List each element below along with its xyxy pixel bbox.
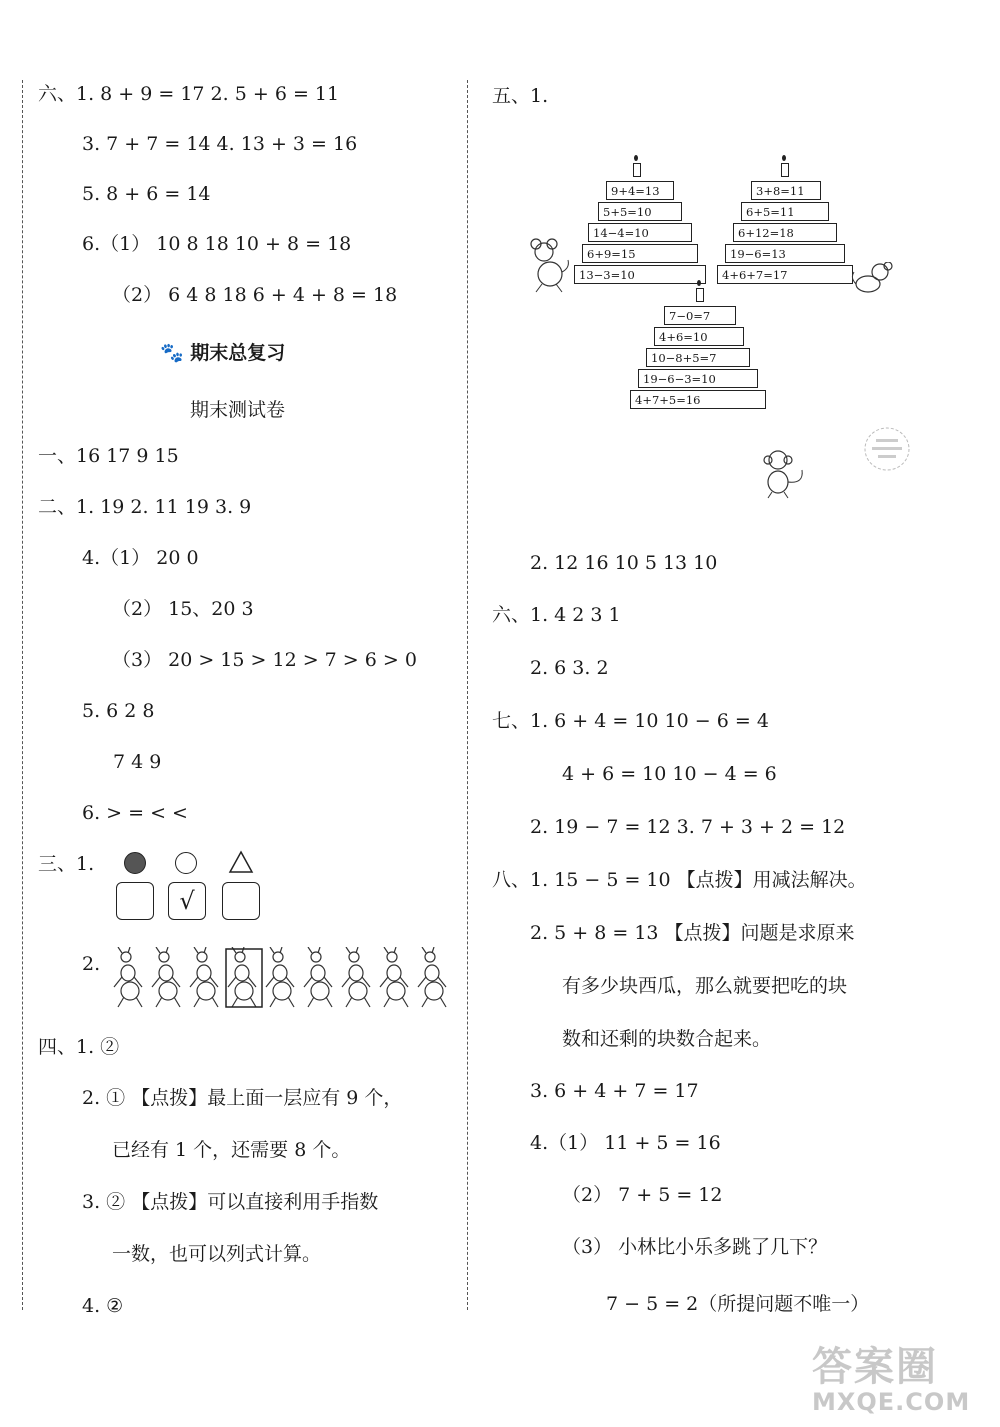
answer-line: 2. 5 + 8 = 13 【点拨】问题是求原来 xyxy=(530,922,855,944)
answer-line: 2. 6 3. 2 xyxy=(530,657,609,679)
stamp-seal-icon xyxy=(862,425,912,473)
subtitle: 期末测试卷 xyxy=(190,399,286,421)
answer-line: 二、1. 19 2. 11 19 3. 9 xyxy=(38,496,252,518)
pyramid-row: 6+12=18 xyxy=(733,223,837,242)
pyramid-row: 6+5=11 xyxy=(741,202,829,221)
answer-line: （2） 15、20 3 xyxy=(112,598,254,620)
answer-line: 一、16 17 9 15 xyxy=(38,445,179,467)
circle-shape xyxy=(175,852,197,874)
flame-icon xyxy=(634,155,638,161)
flame-icon xyxy=(782,155,786,161)
answer-line: （3） 20 > 15 > 12 > 7 > 6 > 0 xyxy=(112,649,417,671)
answer-box-empty xyxy=(222,882,260,920)
answer-line: （2） 6 4 8 18 6 + 4 + 8 = 18 xyxy=(112,284,398,306)
pyramid-row: 13−3=10 xyxy=(574,265,706,284)
answer-line: 3. ② 【点拨】可以直接利用手指数 xyxy=(82,1191,379,1213)
answer-line: 2. ① 【点拨】最上面一层应有 9 个， xyxy=(82,1087,403,1109)
pyramid-row: 19−6−3=10 xyxy=(638,369,758,388)
candle-icon xyxy=(781,163,789,177)
monkey-mascot-icon xyxy=(762,448,808,500)
pyramid-row: 5+5=10 xyxy=(598,202,682,221)
answer-line: 4.（1） 20 0 xyxy=(82,547,199,569)
answer-line: 五、1. xyxy=(492,85,549,107)
answer-line: 有多少块西瓜，那么就要把吃的块 xyxy=(562,975,848,997)
candle-icon xyxy=(696,288,704,302)
answer-line: 已经有 1 个，还需要 8 个。 xyxy=(112,1139,351,1161)
pyramid-row: 7−0=7 xyxy=(664,306,736,325)
pyramid-row: 4+6+7=17 xyxy=(717,265,853,284)
pyramid-row: 6+9=15 xyxy=(582,244,698,263)
answer-line: 八、1. 15 − 5 = 10 【点拨】用减法解决。 xyxy=(492,869,867,891)
pyramid-row: 10−8+5=7 xyxy=(646,348,750,367)
number-pyramid xyxy=(628,280,768,500)
answer-box-checked: √ xyxy=(168,882,206,920)
answer-line: 3. 7 + 7 = 14 4. 13 + 3 = 16 xyxy=(82,133,358,155)
filled-circle-shape xyxy=(124,852,146,874)
answer-line: 七、1. 6 + 4 = 10 10 − 6 = 4 xyxy=(492,710,769,732)
answer-line: 3. 6 + 4 + 7 = 17 xyxy=(530,1080,699,1102)
left-margin-rule xyxy=(22,80,23,1310)
answer-line: （3） 小林比小乐多跳了几下？ xyxy=(562,1236,828,1258)
candle-icon xyxy=(633,163,641,177)
answer-line: 2. xyxy=(82,953,101,975)
mouse-mascot-icon xyxy=(850,262,894,294)
ants-illustration xyxy=(112,947,452,1009)
answer-line: 5. 6 2 8 xyxy=(82,700,155,722)
answer-line: 5. 8 + 6 = 14 xyxy=(82,183,211,205)
answer-line: 三、1. xyxy=(38,853,95,875)
watermark: 答案圈 MXQE.COM xyxy=(812,1344,971,1416)
answer-line: 2. 19 − 7 = 12 3. 7 + 3 + 2 = 12 xyxy=(530,816,846,838)
answer-line: 6.（1） 10 8 18 10 + 8 = 18 xyxy=(82,233,352,255)
answer-line: 4. ② xyxy=(82,1295,124,1317)
answer-line: 四、1. ② xyxy=(38,1036,120,1058)
answer-line: 4 + 6 = 10 10 − 4 = 6 xyxy=(562,763,777,785)
answer-line: 一数，也可以列式计算。 xyxy=(112,1243,322,1265)
section-title: 🐾 期末总复习 xyxy=(160,342,286,364)
mouse-mascot-icon xyxy=(528,238,572,294)
number-pyramid xyxy=(570,155,710,295)
paw-icon: 🐾 xyxy=(160,342,184,364)
number-pyramid xyxy=(715,155,855,295)
answer-line: 6. > = < < xyxy=(82,802,188,824)
pyramid-row: 4+7+5=16 xyxy=(630,390,766,409)
answer-line: 2. 12 16 10 5 13 10 xyxy=(530,552,718,574)
column-divider xyxy=(467,80,468,1310)
answer-line: 六、1. 4 2 3 1 xyxy=(492,604,621,626)
pyramid-row: 14−4=10 xyxy=(588,223,692,242)
answer-line: 7 4 9 xyxy=(113,751,162,773)
answer-line: 六、1. 8 + 9 = 17 2. 5 + 6 = 11 xyxy=(38,83,340,105)
pyramid-row: 19−6=13 xyxy=(725,244,845,263)
answer-line: 4.（1） 11 + 5 = 16 xyxy=(530,1132,721,1154)
pyramid-row: 3+8=11 xyxy=(751,181,821,200)
answer-line: 数和还剩的块数合起来。 xyxy=(562,1028,772,1050)
answer-line: 7 − 5 = 2（所提问题不唯一） xyxy=(606,1293,870,1315)
flame-icon xyxy=(697,280,701,286)
pyramid-row: 9+4=13 xyxy=(606,181,674,200)
answer-line: （2） 7 + 5 = 12 xyxy=(562,1184,723,1206)
answer-box-empty xyxy=(116,882,154,920)
pyramid-row: 4+6=10 xyxy=(654,327,744,346)
triangle-shape xyxy=(228,850,254,874)
